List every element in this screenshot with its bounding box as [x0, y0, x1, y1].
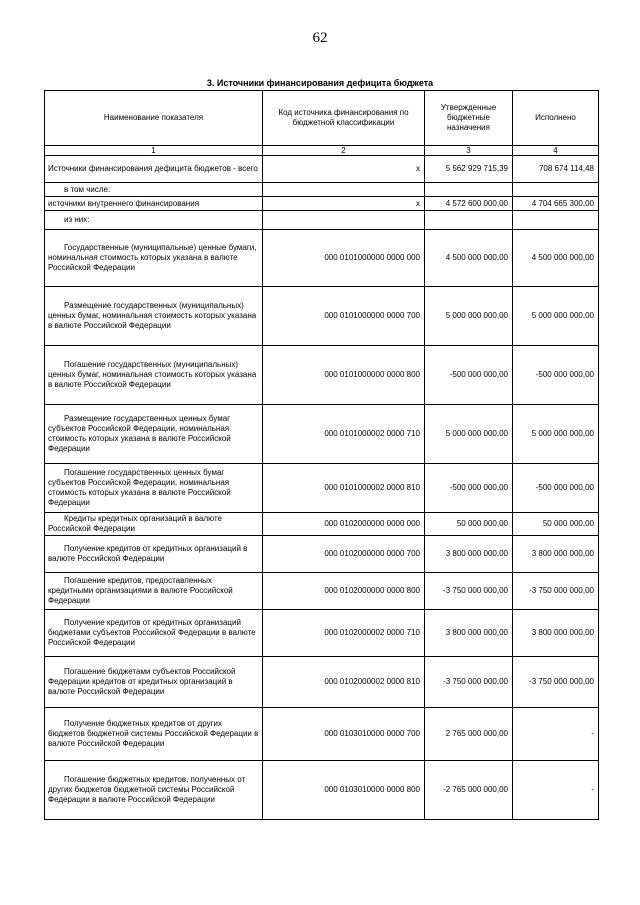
- table-row: [45, 287, 599, 346]
- table-row: [45, 513, 599, 536]
- row-approved: 2 765 000 000,00: [425, 708, 513, 761]
- column-number-row: [45, 146, 599, 156]
- row-name: Погашение государственных ценных бумаг субъектов Российской Федерации, номинальная стоимость которых указана в валюте Российской Федерации: [45, 464, 263, 513]
- header-executed: Исполнено: [513, 91, 599, 146]
- row-approved: -3 750 000 000,00: [425, 657, 513, 708]
- row-name: Размещение государственных ценных бумаг субъектов Российской Федерации, номинальная стоимость которых указана в валюте Российской Федерации: [45, 405, 263, 464]
- row-name: Погашение кредитов, предоставленных кредитными организациями в валюте Российской Федерации: [45, 573, 263, 610]
- table-row: [45, 230, 599, 287]
- row-executed: 50 000 000,00: [513, 513, 599, 536]
- row-approved: -2 765 000 000,00: [425, 761, 513, 820]
- row-executed: 4 704 665 300,00: [513, 197, 599, 211]
- row-code: x: [263, 156, 425, 183]
- row-name: источники внутреннего финансирования: [45, 197, 263, 211]
- row-approved: 5 000 000 000,00: [425, 287, 513, 346]
- row-executed: -500 000 000,00: [513, 464, 599, 513]
- row-approved: -500 000 000,00: [425, 464, 513, 513]
- table-row: [45, 657, 599, 708]
- table-header-row: [45, 91, 599, 146]
- row-code: [263, 183, 425, 197]
- table-row: [45, 197, 599, 211]
- row-approved: 3 800 000 000,00: [425, 610, 513, 657]
- row-executed: -3 750 000 000,00: [513, 573, 599, 610]
- row-executed: 3 800 000 000,00: [513, 536, 599, 573]
- row-approved: -500 000 000,00: [425, 346, 513, 405]
- row-approved: 3 800 000 000,00: [425, 536, 513, 573]
- row-name: Государственные (муниципальные) ценные бумаги, номинальная стоимость которых указана в валюте Российской Федерации: [45, 230, 263, 287]
- row-approved: 5 562 929 715,39: [425, 156, 513, 183]
- row-code: x: [263, 197, 425, 211]
- row-code: 000 0103010000 0000 800: [263, 761, 425, 820]
- row-executed: 4 500 000 000,00: [513, 230, 599, 287]
- table-row: [45, 761, 599, 820]
- row-name: Кредиты кредитных организаций в валюте Российской Федерации: [45, 513, 263, 536]
- row-approved: [425, 211, 513, 230]
- column-number: 1: [45, 146, 263, 156]
- table-row: [45, 708, 599, 761]
- header-approved: Утвержденные бюджетные назначения: [425, 91, 513, 146]
- row-code: 000 0101000002 0000 810: [263, 464, 425, 513]
- row-code: 000 0102000000 0000 800: [263, 573, 425, 610]
- column-number: 2: [263, 146, 425, 156]
- table-row: [45, 346, 599, 405]
- row-executed: 708 674 114,48: [513, 156, 599, 183]
- table-row: [45, 536, 599, 573]
- row-code: 000 0102000002 0000 710: [263, 610, 425, 657]
- column-number: 4: [513, 146, 599, 156]
- row-executed: -: [513, 708, 599, 761]
- row-code: 000 0102000000 0000 000: [263, 513, 425, 536]
- row-name: Источники финансирования дефицита бюджетов - всего: [45, 156, 263, 183]
- page-number: 62: [312, 30, 328, 46]
- row-executed: 3 800 000 000,00: [513, 610, 599, 657]
- row-name: Погашение бюджетами субъектов Российской Федерации кредитов от кредитных организаций в валюте Российской Федерации: [45, 657, 263, 708]
- row-code: 000 0101000000 0000 800: [263, 346, 425, 405]
- table-row: [45, 573, 599, 610]
- row-name: Получение кредитов от кредитных организаций в валюте Российской Федерации: [45, 536, 263, 573]
- column-number: 3: [425, 146, 513, 156]
- row-code: 000 0101000002 0000 710: [263, 405, 425, 464]
- row-code: 000 0102000002 0000 810: [263, 657, 425, 708]
- row-code: 000 0102000000 0000 700: [263, 536, 425, 573]
- table-row: [45, 156, 599, 183]
- row-executed: 5 000 000 000,00: [513, 405, 599, 464]
- row-executed: [513, 183, 599, 197]
- row-approved: 50 000 000,00: [425, 513, 513, 536]
- row-name: Погашение бюджетных кредитов, полученных от других бюджетов бюджетной системы Российской Федерации в валюте Российской Федерации: [45, 761, 263, 820]
- row-executed: -500 000 000,00: [513, 346, 599, 405]
- table-row: [45, 183, 599, 197]
- row-code: [263, 211, 425, 230]
- row-approved: 4 572 600 000,00: [425, 197, 513, 211]
- row-approved: [425, 183, 513, 197]
- table-row: [45, 405, 599, 464]
- row-approved: -3 750 000 000,00: [425, 573, 513, 610]
- financing-sources-table: [44, 90, 599, 820]
- row-name: Размещение государственных (муниципальных) ценных бумаг, номинальная стоимость которых указана в валюте Российской Федерации: [45, 287, 263, 346]
- row-code: 000 0103010000 0000 700: [263, 708, 425, 761]
- row-executed: -: [513, 761, 599, 820]
- table-row: [45, 610, 599, 657]
- row-approved: 4 500 000 000,00: [425, 230, 513, 287]
- header-name: Наименование показателя: [45, 91, 263, 146]
- row-name: в том числе:: [45, 183, 263, 197]
- row-name: Получение кредитов от кредитных организаций бюджетами субъектов Российской Федерации в валюте Российской Федерации: [45, 610, 263, 657]
- row-name: из них:: [45, 211, 263, 230]
- row-name: Погашение государственных (муниципальных) ценных бумаг, номинальная стоимость которых указана в валюте Российской Федерации: [45, 346, 263, 405]
- row-code: 000 0101000000 0000 700: [263, 287, 425, 346]
- row-code: 000 0101000000 0000 000: [263, 230, 425, 287]
- table-row: [45, 211, 599, 230]
- row-executed: -3 750 000 000,00: [513, 657, 599, 708]
- row-name: Получение бюджетных кредитов от других бюджетов бюджетной системы Российской Федерации в валюте Российской Федерации: [45, 708, 263, 761]
- header-code: Код источника финансирования по бюджетной классификации: [263, 91, 425, 146]
- table-row: [45, 464, 599, 513]
- row-executed: [513, 211, 599, 230]
- row-approved: 5 000 000 000,00: [425, 405, 513, 464]
- row-executed: 5 000 000 000,00: [513, 287, 599, 346]
- section-title: 3. Источники финансирования дефицита бюджета: [206, 78, 434, 88]
